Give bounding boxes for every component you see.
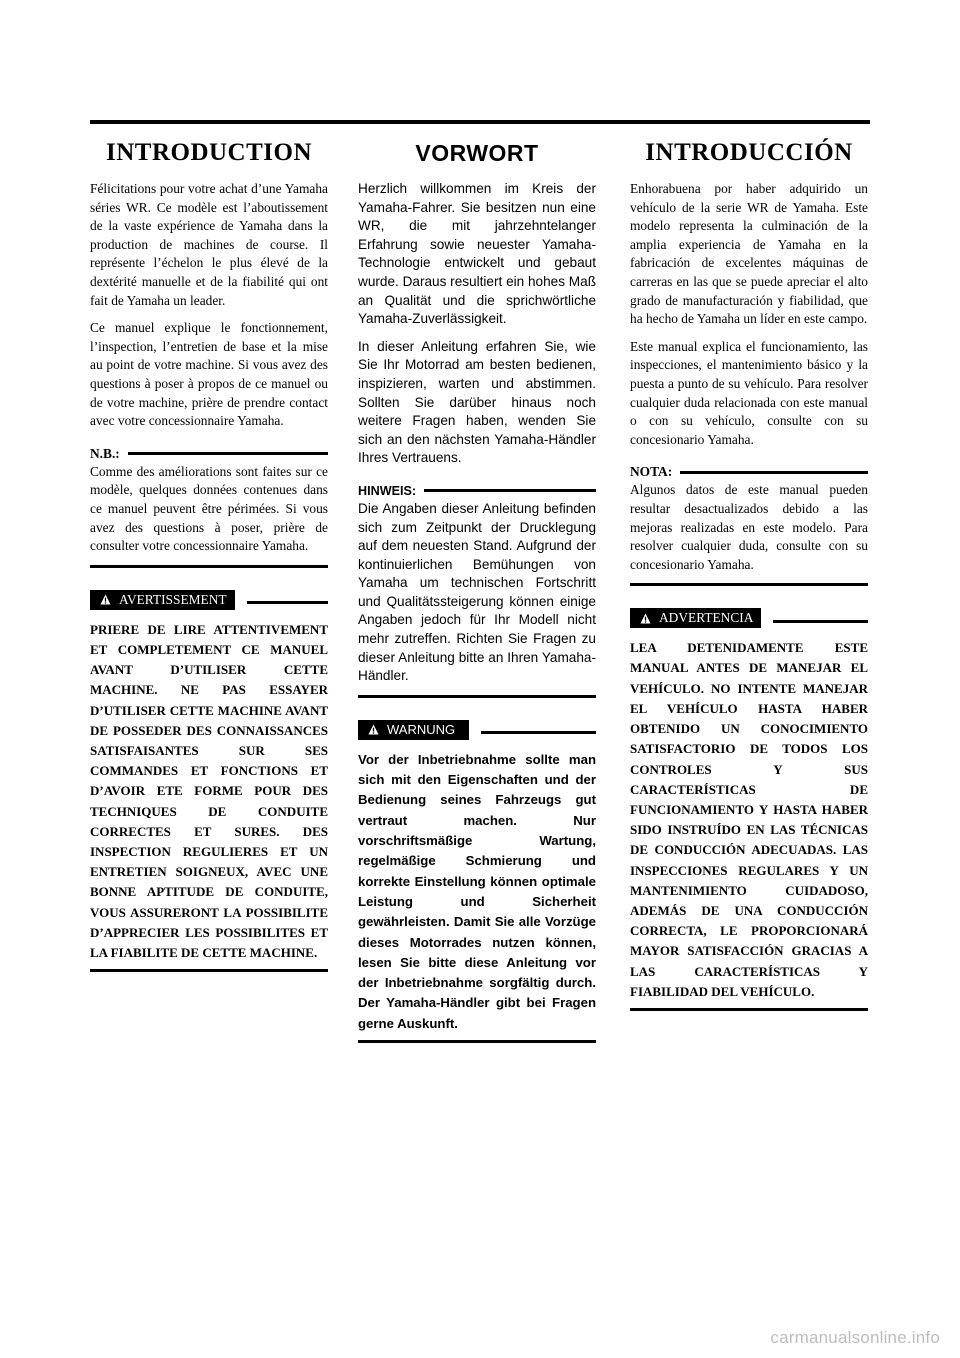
column-french bbox=[90, 130, 328, 972]
warning-heading bbox=[630, 608, 868, 628]
warning-triangle-icon bbox=[100, 594, 111, 605]
warning-text: LEA DETENIDAMENTE ESTE MANUAL ANTES DE MANEJAR EL VEHÍCULO. NO INTENTE MANEJAR EL VEHÍCULO HASTA HABER OBTENIDO UN CONOCIMIENTO SATISFACTORIO DE TODOS LOS CONTROLES Y SUS CARACTERÍSTICAS DE FUNCIONAMIENTO Y HASTA HABER SIDO INSTRUÍDO EN LAS TÉCNICAS DE CONDUCCIÓN ADECUADAS. LAS INSPECCIONES REGULARES Y UN MANTENIMIENTO CUIDADOSO, ADEMÁS DE UNA CONDUCCIÓN CORRECTA, LE PROPORCIONARÁ MAYOR SATISFACCIÓN GRACIAS A LAS CARACTERÍSTICAS Y FIABILIDAD DEL VEHÍCULO. bbox=[630, 640, 868, 999]
warning-heading-rule bbox=[247, 601, 328, 604]
note-heading bbox=[358, 482, 596, 500]
warning-end-rule bbox=[630, 1008, 868, 1011]
warning-triangle-icon bbox=[368, 724, 379, 735]
note-text: Comme des améliorations sont faites sur ce modèle, quelques données contenues dans ce manuel peuvent être périmées. Si vous avez des questions à poser, prière de consulter votre concessionnaire Yamaha. bbox=[90, 463, 328, 554]
warning-end-rule bbox=[358, 1040, 596, 1043]
note-label: NOTA: bbox=[630, 464, 673, 480]
intro-paragraph-1: Enhorabuena por haber adquirido un vehículo de la serie WR de Yamaha. Este modelo representa la culminación de la amplia experiencia de Yamaha en la fabricación de excelentes máquinas de carreras en las que se puede apreciar el alto grado de manufacturación y fiabilidad, que ha hecho de Yamaha un líder en este campo. bbox=[630, 181, 868, 327]
note-label: N.B.: bbox=[90, 445, 120, 461]
note-heading bbox=[90, 445, 328, 463]
note-heading-rule bbox=[128, 452, 328, 455]
warning-triangle-icon bbox=[640, 613, 651, 624]
note-text: Algunos datos de este manual pueden resultar desactualizados debido a las mejoras realizadas en este modelo. Para resolver cualquier duda, consulte con su concesionario Yamaha. bbox=[630, 482, 868, 572]
intro-paragraph-2: Este manual explica el funcionamiento, las inspecciones, el mantenimiento básico y la puesta a punto de su vehículo. Para resolver cualquier duda relacionada con este manual o con su vehículo, consulte con su concesionario Yamaha. bbox=[630, 338, 868, 447]
warning-heading bbox=[358, 720, 596, 740]
column-title-spanish: INTRODUCCIÓN bbox=[645, 139, 853, 166]
note-end-rule bbox=[358, 695, 596, 698]
note-end-rule bbox=[630, 583, 868, 586]
warning-label-box bbox=[630, 608, 761, 628]
warning-label: AVERTISSEMENT bbox=[119, 591, 227, 607]
warning-heading-rule bbox=[481, 731, 596, 734]
note-end-rule bbox=[90, 565, 328, 568]
note-text: Die Angaben dieser Anleitung befinden sich zum Zeitpunkt der Drucklegung auf dem neuesten Stand. Aufgrund der kontinuierlichen Bemühungen von Yamaha um technischen Fortschritt und Qualitätssteigerung können einige Angaben jedoch für Ihr Modell nicht mehr zutreffen. Richten Sie Fragen zu dieser Anleitung bitte an Ihren Yamaha-Händler. bbox=[358, 500, 596, 684]
warning-label-box bbox=[358, 720, 469, 740]
warning-label: WARNUNG bbox=[387, 722, 456, 738]
warning-label-box bbox=[90, 590, 235, 610]
header-rule bbox=[90, 120, 870, 124]
column-title-french: INTRODUCTION bbox=[105, 139, 313, 166]
warning-heading bbox=[90, 590, 328, 610]
column-german bbox=[358, 130, 596, 1043]
site-watermark: carmanualsonline.info bbox=[770, 1328, 940, 1347]
note-heading bbox=[630, 463, 868, 481]
warning-label: ADVERTENCIA bbox=[659, 610, 754, 626]
intro-paragraph-1: Félicitations pour votre achat d’une Yamaha séries WR. Ce modèle est l’aboutissement de la vaste expérience de Yamaha dans la production de machines de course. Il représente l’échelon le plus élevé de la dextérité manuelle et de la fiabilité qui ont fait de Yamaha un leader. bbox=[90, 181, 328, 308]
column-spanish bbox=[630, 130, 868, 1011]
note-heading-rule bbox=[424, 489, 596, 492]
warning-heading-rule bbox=[773, 620, 868, 623]
warning-end-rule bbox=[90, 969, 328, 972]
warning-text: Vor der Inbetriebnahme sollte man sich mit den Eigenschaften und der Bedienung seines Fahrzeugs gut vertraut machen. Nur vorschriftsmäßige Wartung, regelmäßige Schmierung und korrekte Einstellung können optimale Leistung und Sicherheit gewährleisten. Damit Sie alle Vorzüge dieses Motorrades nutzen können, lesen Sie bitte diese Anleitung vor der Inbetriebnahme sorgfältig durch. Der Yamaha-Händler gibt bei Fragen gerne Auskunft. bbox=[358, 751, 596, 1031]
warning-text: PRIERE DE LIRE ATTENTIVEMENT ET COMPLETEMENT CE MANUEL AVANT D’UTILISER CETTE MACHINE. NE PAS ESSAYER D’UTILISER CETTE MACHINE AVANT DE POSSEDER DES CONNAISSANCES SATISFAISANTES SUR SES COMMANDES ET FONCTIONS ET D’AVOIR ETE FORME POUR DES TECHNIQUES DE CONDUITE CORRECTES ET SURES. DES INSPECTION REGULIERES ET UN ENTRETIEN SOIGNEUX, AVEC UNE BONNE APTITUDE DE CONDUITE, VOUS ASSURERONT LA POSSIBILITE D’APPRECIER LES POSSIBILITES ET LA FIABILITE DE CETTE MACHINE. bbox=[90, 621, 328, 960]
note-heading-rule bbox=[680, 471, 868, 474]
column-title-german: VORWORT bbox=[415, 139, 539, 166]
note-label: HINWEIS: bbox=[358, 483, 417, 498]
intro-paragraph-1: Herzlich willkommen im Kreis der Yamaha-Fahrer. Sie besitzen nun eine WR, die mit jahrzehntelanger Erfahrung sowie neuester Yamaha-Technologie entwickelt und gebaut wurde. Daraus resultiert ein hohes Maß an Qualität und die sprichwörtliche Yamaha-Zuverlässigkeit. bbox=[358, 181, 596, 327]
intro-paragraph-2: Ce manuel explique le fonctionnement, l’inspection, l’entretien de base et la mise au point de votre machine. Si vous avez des questions à poser à propos de ce manuel ou de votre machine, prière de prendre contact avec votre concessionnaire Yamaha. bbox=[90, 320, 328, 429]
intro-paragraph-2: In dieser Anleitung erfahren Sie, wie Sie Ihr Motorrad am besten bedienen, inspizieren, warten und abstimmen. Sollten Sie darüber hinaus noch weitere Fragen haben, wenden Sie sich an den nächsten Yamaha-Händler Ihres Vertrauens. bbox=[358, 338, 596, 466]
